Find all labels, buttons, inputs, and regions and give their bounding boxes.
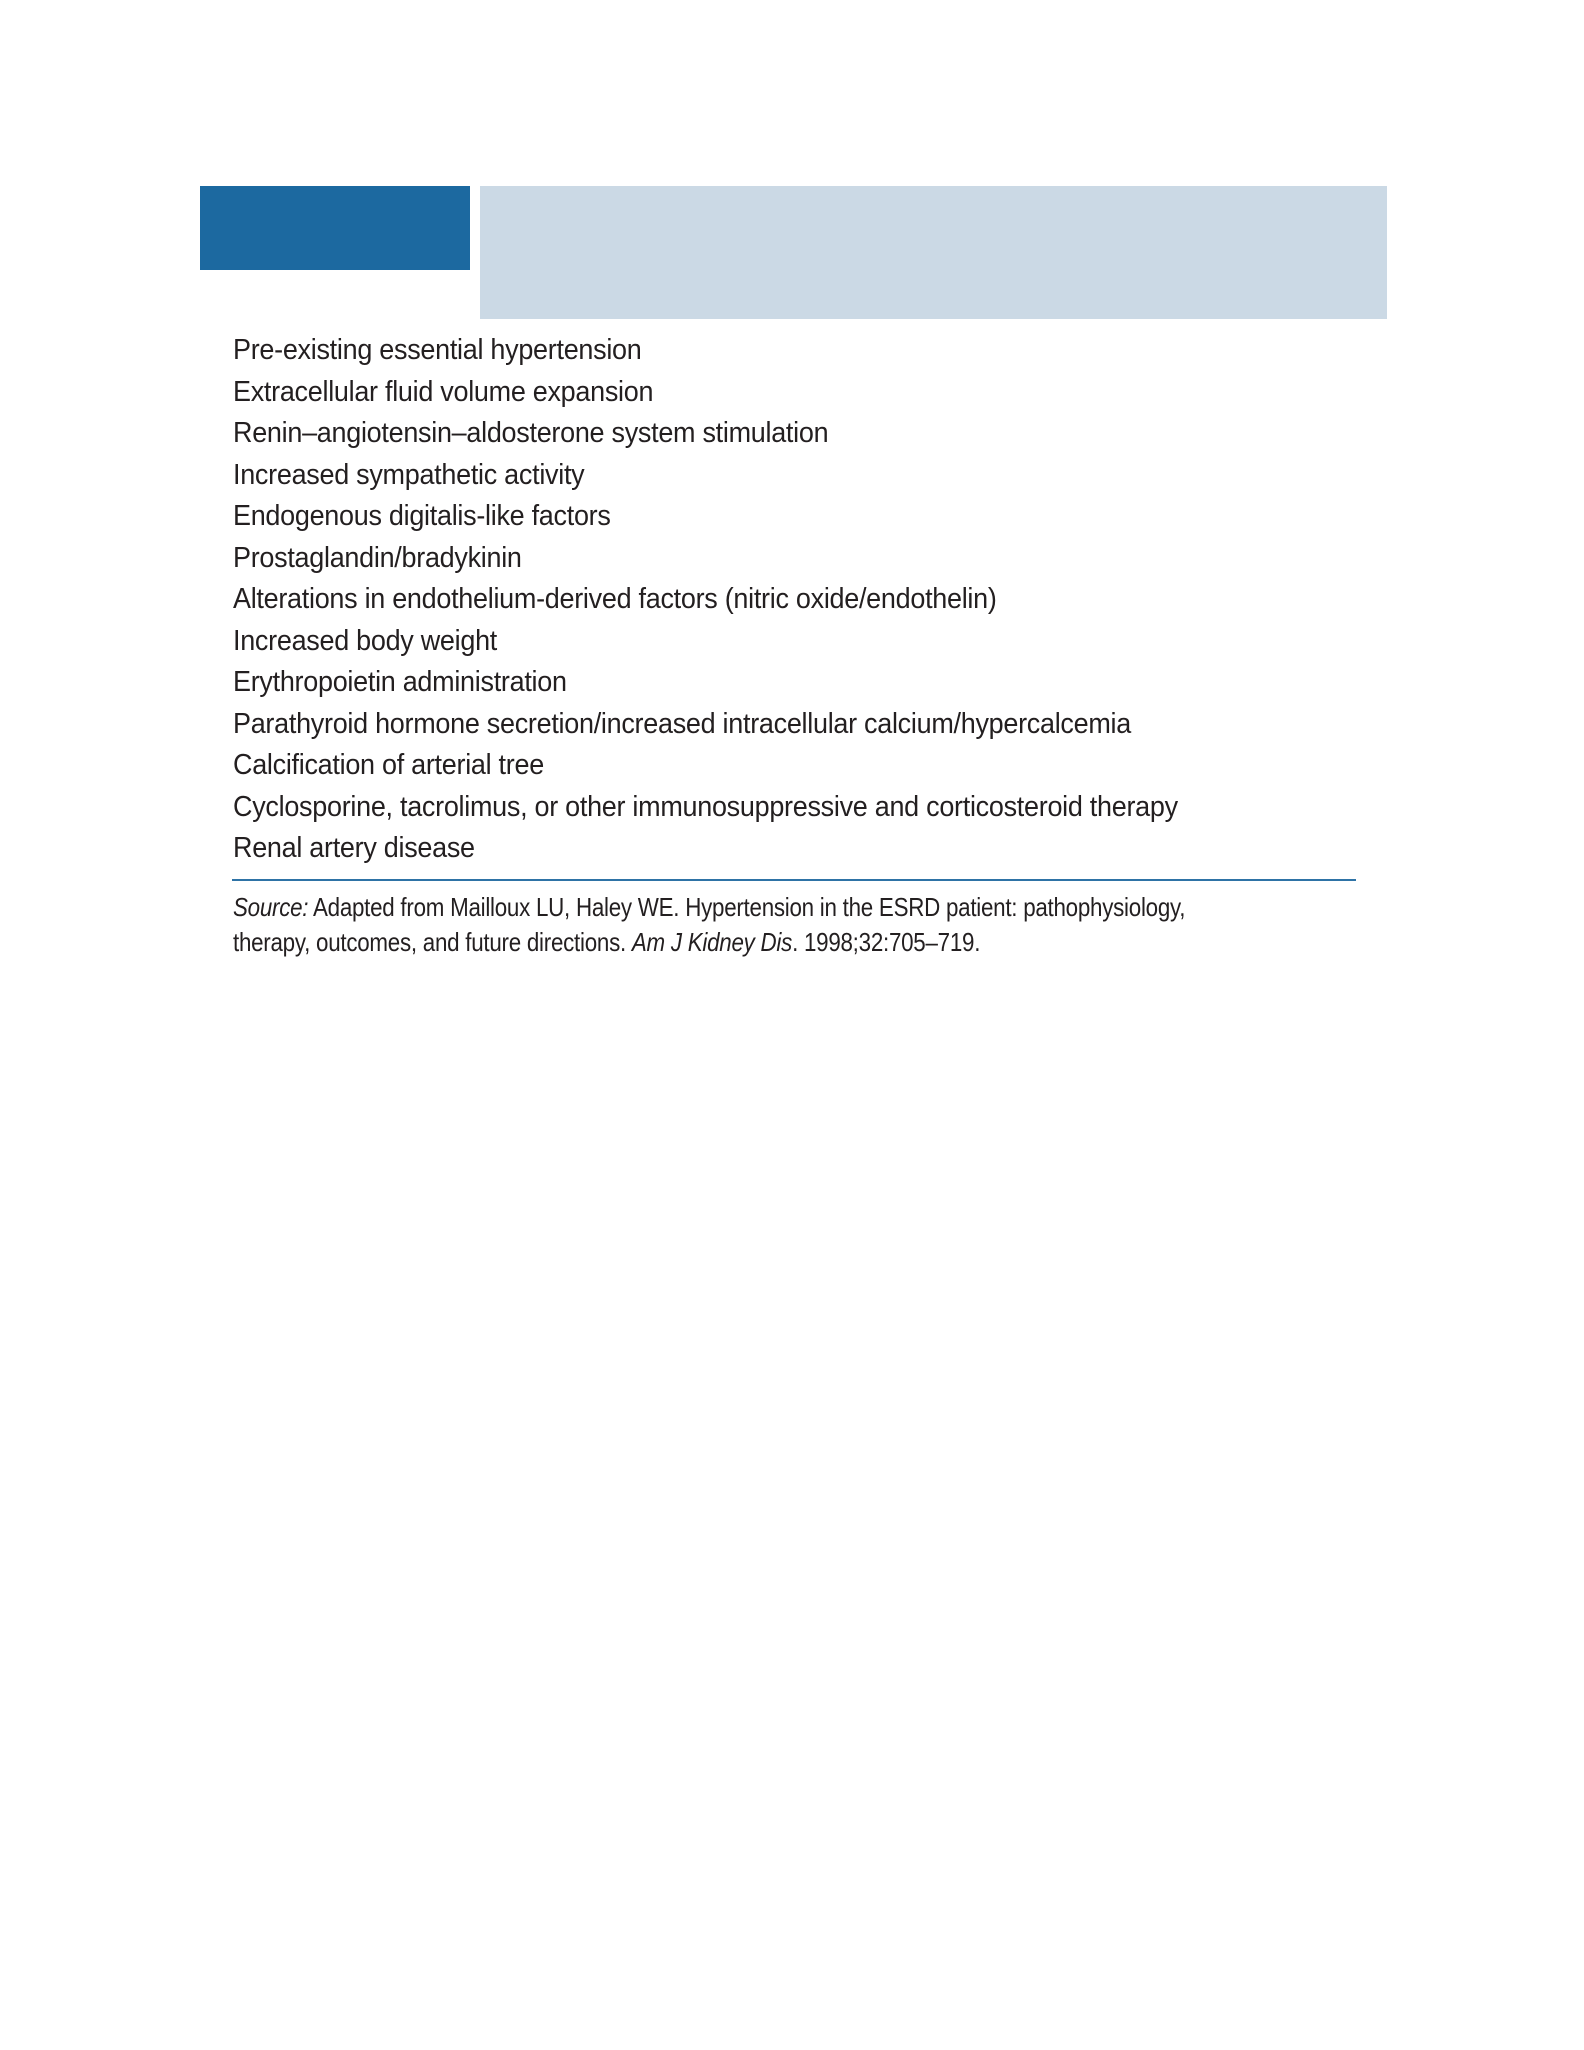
source-line-2 xyxy=(233,925,1282,960)
citation-details: . 1998;32:705–719. xyxy=(792,927,981,957)
source-text-1: Adapted from Mailloux LU, Haley WE. Hypertension in the ESRD patient: pathophysiology, xyxy=(308,892,1186,922)
table-label-block xyxy=(200,186,470,270)
list-item: Increased body weight xyxy=(233,624,498,657)
list-item: Cyclosporine, tacrolimus, or other immunosuppressive and corticosteroid therapy xyxy=(233,790,1178,823)
factor-list xyxy=(233,330,1363,870)
list-item: Increased sympathetic activity xyxy=(233,458,585,491)
list-item: Endogenous digitalis-like factors xyxy=(233,500,611,532)
list-item: Extracellular fluid volume expansion xyxy=(233,375,654,408)
list-item: Calcification of arterial tree xyxy=(233,749,544,781)
source-text-2: therapy, outcomes, and future directions. xyxy=(233,927,632,957)
list-item: Parathyroid hormone secretion/increased intracellular calcium/hypercalcemia xyxy=(233,707,1131,740)
journal-name: Am J Kidney Dis xyxy=(631,927,793,957)
list-item: Erythropoietin administration xyxy=(233,666,567,698)
source-note xyxy=(233,890,1282,960)
table-title-block xyxy=(480,186,1387,319)
source-label: Source: xyxy=(233,892,309,922)
list-item: Prostaglandin/bradykinin xyxy=(233,541,522,574)
list-item: Renin–angiotensin–aldosterone system stimulation xyxy=(233,417,829,449)
list-item: Renal artery disease xyxy=(233,832,475,864)
list-item: Alterations in endothelium-derived factors (nitric oxide/endothelin) xyxy=(233,583,997,615)
source-line-1 xyxy=(233,890,1282,925)
list-item: Pre-existing essential hypertension xyxy=(233,334,642,366)
table-bottom-rule xyxy=(232,879,1356,881)
